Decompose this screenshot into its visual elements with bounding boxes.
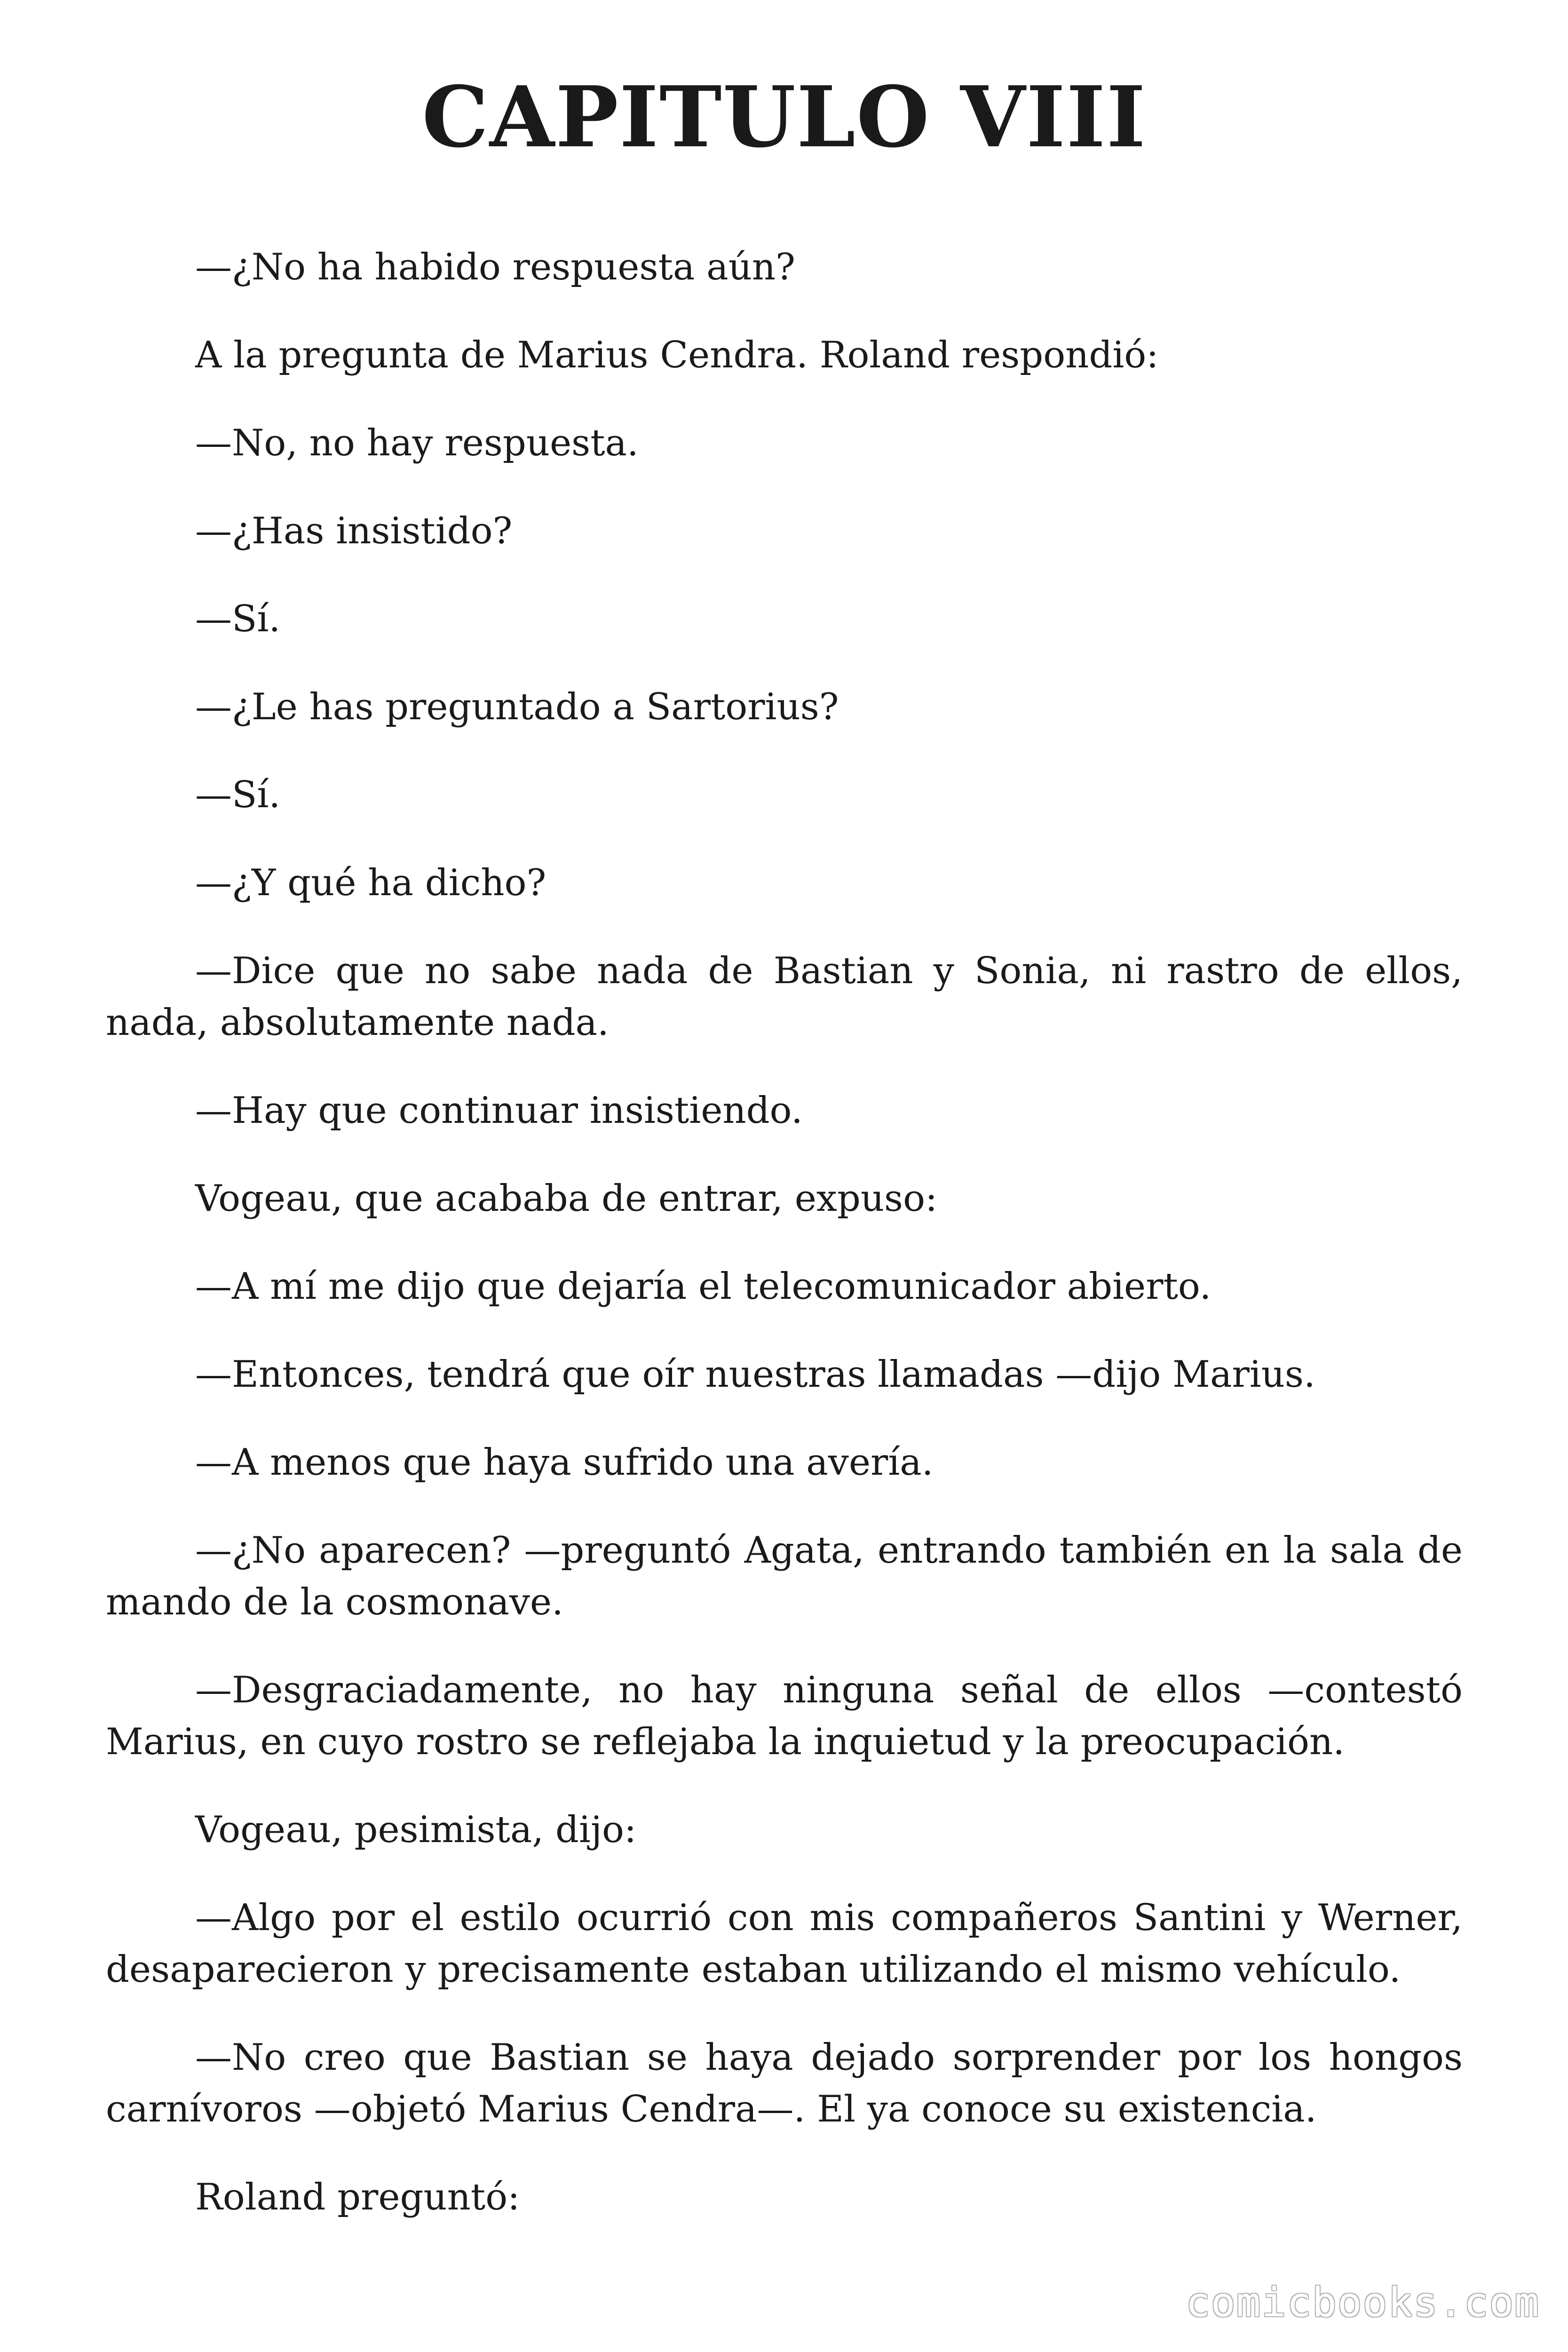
paragraph: —¿No aparecen? —preguntó Agata, entrando también en la sala de mando de la cosmonave. bbox=[106, 1529, 1463, 1623]
paragraph: —Entonces, tendrá que oír nuestras llamadas —dijo Marius. bbox=[195, 1353, 1315, 1396]
chapter-title: CAPITULO VIII bbox=[422, 68, 1147, 166]
paragraph: —Dice que no sabe nada de Bastian y Sonia, ni rastro de ellos, nada, absolutamente nada. bbox=[106, 950, 1463, 1044]
watermark-logo: comicbooks.com bbox=[1186, 2279, 1540, 2326]
paragraph: —Sí. bbox=[195, 774, 281, 816]
paragraph: —¿Le has preguntado a Sartorius? bbox=[195, 686, 839, 728]
paragraph: —¿Y qué ha dicho? bbox=[195, 862, 546, 904]
page-content bbox=[106, 68, 1463, 2259]
paragraph: —A menos que haya sufrido una avería. bbox=[195, 1441, 934, 1484]
paragraph: —No, no hay respuesta. bbox=[195, 422, 639, 464]
paragraph: —A mí me dijo que dejaría el telecomunicador abierto. bbox=[195, 1265, 1212, 1308]
paragraph: —¿Has insistido? bbox=[195, 510, 513, 552]
paragraph: —No creo que Bastian se haya dejado sorprender por los hongos carnívoros —objetó Marius Cendra—. El ya conoce su existencia. bbox=[106, 2036, 1463, 2130]
paragraph: Roland preguntó: bbox=[195, 2176, 520, 2218]
paragraph: —Hay que continuar insistiendo. bbox=[195, 1089, 803, 1132]
paragraph: —Desgraciadamente, no hay ninguna señal de ellos —contestó Marius, en cuyo rostro se reflejaba la inquietud y la preocupación. bbox=[106, 1669, 1463, 1763]
paragraph: Vogeau, pesimista, dijo: bbox=[195, 1809, 637, 1851]
paragraph: —Sí. bbox=[195, 598, 281, 640]
paragraph: A la pregunta de Marius Cendra. Roland respondió: bbox=[195, 334, 1159, 376]
paragraph: —¿No ha habido respuesta aún? bbox=[195, 246, 795, 288]
paragraph: Vogeau, que acababa de entrar, expuso: bbox=[195, 1177, 938, 1220]
paragraph: —Algo por el estilo ocurrió con mis compañeros Santini y Werner, desaparecieron y precisamente estaban utilizando el mismo vehículo. bbox=[106, 1897, 1463, 1991]
